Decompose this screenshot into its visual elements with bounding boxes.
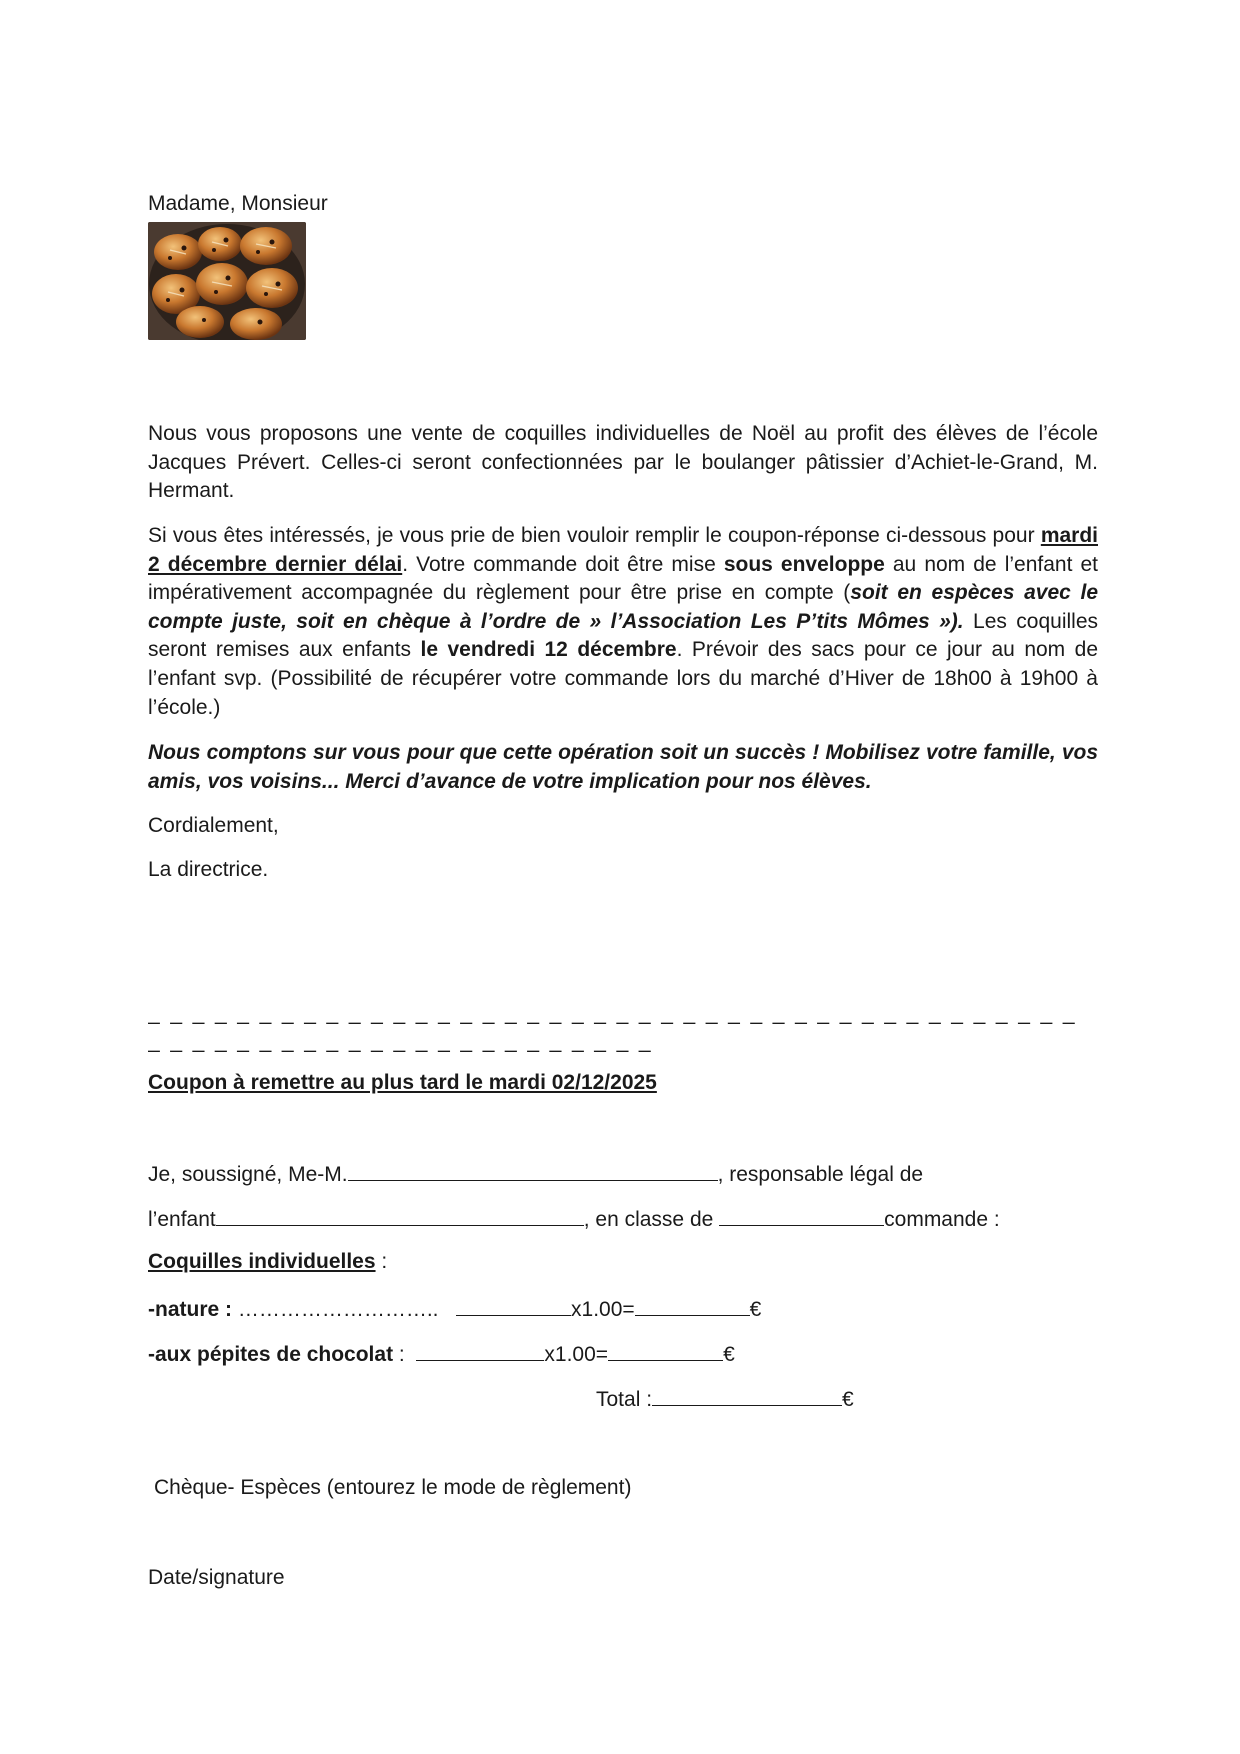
greeting: Madame, Monsieur: [148, 192, 328, 215]
nature-quantity-field[interactable]: [456, 1295, 571, 1316]
cut-line: _ _ _ _ _ _ _ _ _ _ _ _ _ _ _ _ _ _ _ _ _ _ _ _ _ _ _ _ _ _ _ _ _ _ _ _ _ _ _ _ _ _ _ _ _ _ _ _ _ _ _ _ _ _ _ _ _ _ _ _ _ _ _ _ _: [148, 1002, 1077, 1053]
chocolate-quantity-field[interactable]: [416, 1340, 544, 1361]
intro-paragraph: Nous vous proposons une vente de coquilles individuelles de Noël au profit des élèves de l’école Jacques Prévert. Celles-ci seront confectionnées par le boulanger pâtissier d’Achiet-le-Grand, M. Hermant.: [148, 422, 1098, 503]
total-label: Total :: [596, 1388, 653, 1411]
envelope-text: sous enveloppe: [723, 552, 885, 576]
nature-price: x1.00=: [571, 1298, 635, 1321]
guardian-name-field[interactable]: [348, 1160, 718, 1181]
class-field[interactable]: [719, 1205, 884, 1226]
instructions-text-5: . Prévoir des sacs pour ce jour au nom de l’enfant svp. (Possibilité de récupérer votre commande lors du marché d’Hiver de 18h00 à 19h00 à l’école.): [148, 638, 1098, 719]
chocolate-row: [148, 1340, 735, 1367]
call-to-action-paragraph: Nous comptons sur vous pour que cette opération soit un succès ! Mobilisez votre famille, vos amis, vos voisins... Merci d’avance de votre implication pour nos élèves.: [148, 741, 1098, 793]
total-amount-field[interactable]: [652, 1385, 842, 1406]
chocolate-label: -aux pépites de chocolat: [148, 1343, 394, 1366]
date-signature-line: Date/signature: [148, 1566, 285, 1589]
chocolate-colon: :: [393, 1343, 411, 1366]
chocolate-euro: €: [723, 1343, 735, 1366]
nature-dots: ………………………..: [232, 1298, 445, 1321]
section-title: Coquilles individuelles: [148, 1250, 376, 1273]
signature-line: La directrice.: [148, 858, 269, 881]
payment-terms-text: soit en espèces avec le compte juste, soit en chèque à l’ordre de » l’Association Les P’tits Mômes »).: [148, 581, 1099, 633]
class-label: , en classe de: [583, 1208, 720, 1231]
chocolate-amount-field[interactable]: [608, 1340, 723, 1361]
instructions-text-2: . Votre commande doit être mise: [402, 552, 724, 576]
instructions-text-4: Les coquilles seront remises aux enfants: [148, 609, 1098, 662]
chocolate-price: x1.00=: [544, 1343, 609, 1366]
delivery-date-text: le vendredi 12 décembre: [420, 638, 677, 662]
nature-row: [148, 1295, 761, 1322]
child-name-field[interactable]: [216, 1205, 584, 1226]
child-label: l’enfant: [148, 1208, 216, 1231]
section-title-row: [148, 1250, 387, 1274]
legal-guardian-label: , responsable légal de: [717, 1163, 924, 1186]
payment-mode-line[interactable]: Chèque- Espèces (entourez le mode de règlement): [154, 1476, 632, 1499]
nature-label: -nature :: [148, 1298, 232, 1321]
guardian-name-row: [148, 1160, 923, 1187]
guardian-label: Je, soussigné, Me-M.: [148, 1163, 348, 1186]
total-euro: €: [842, 1388, 854, 1411]
child-row: [148, 1205, 1000, 1232]
pastry-photo-icon: [148, 222, 306, 340]
document-page: [148, 0, 1098, 1754]
instructions-paragraph: [148, 522, 1098, 722]
closing-line: Cordialement,: [148, 814, 279, 837]
instructions-text-3: au nom de l’enfant et impérativement accompagnée du règlement pour être prise en compte (: [148, 552, 1099, 605]
nature-euro: €: [749, 1298, 762, 1321]
instructions-text-1: Si vous êtes intéressés, je vous prie de bien vouloir remplir le coupon-réponse ci-dessous pour: [148, 524, 1041, 547]
total-row: [596, 1385, 854, 1412]
nature-amount-field[interactable]: [635, 1295, 750, 1316]
coupon-title: Coupon à remettre au plus tard le mardi 02/12/2025: [148, 1071, 657, 1094]
deadline-text: mardi 2 décembre dernier délai: [148, 524, 1098, 576]
section-colon: :: [375, 1250, 388, 1273]
order-label: commande :: [884, 1208, 1000, 1231]
